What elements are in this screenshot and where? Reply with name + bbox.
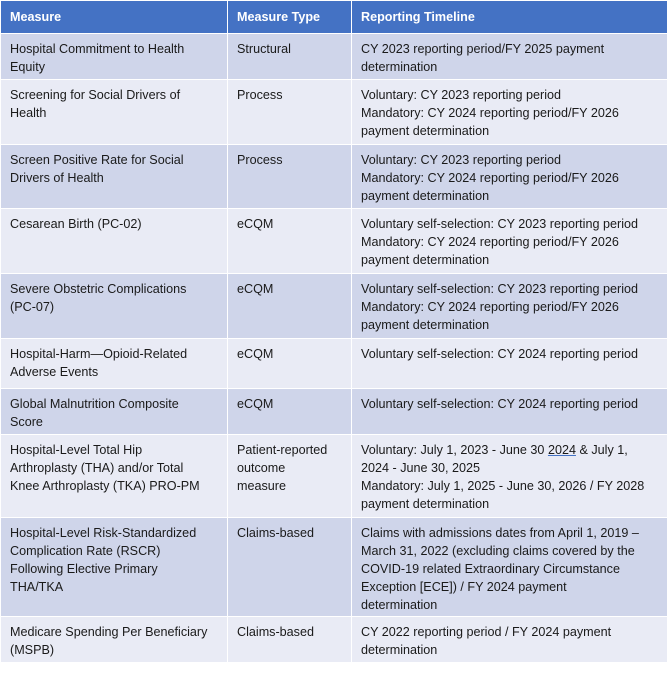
cell-line: Mandatory: CY 2024 reporting period/FY 2026 <box>361 235 619 249</box>
measure-type-cell <box>228 145 352 209</box>
measure-cell <box>1 274 228 339</box>
table-row <box>1 617 668 663</box>
measure-cell <box>1 518 228 617</box>
cell-line: Process <box>237 153 283 167</box>
cell-line: COVID-19 related Extraordinary Circumstance <box>361 562 620 576</box>
timeline-text: & July 1, <box>575 443 628 457</box>
cell-line: March 31, 2022 (excluding claims covered by the <box>361 544 635 558</box>
cell-line: eCQM <box>237 282 274 296</box>
measure-cell <box>1 435 228 518</box>
measure-cell <box>1 145 228 209</box>
reporting-timeline-cell <box>352 34 668 80</box>
cell-line: CY 2022 reporting period / FY 2024 payment <box>361 625 612 639</box>
cell-line: (PC-07) <box>10 300 55 314</box>
cell-line: Hospital-Level Total Hip <box>10 443 143 457</box>
cell-line: Screen Positive Rate for Social <box>10 153 184 167</box>
table-row <box>1 80 668 145</box>
measure-type-cell <box>228 339 352 389</box>
measure-type-cell <box>228 518 352 617</box>
cell-line: Process <box>237 88 283 102</box>
reporting-timeline-cell <box>352 145 668 209</box>
reporting-timeline-cell <box>352 435 668 518</box>
header-row <box>1 1 668 34</box>
measure-type-cell <box>228 389 352 435</box>
cell-line: Voluntary self-selection: CY 2024 reporting period <box>361 347 638 361</box>
cell-line: determination <box>361 598 438 612</box>
cell-line: outcome <box>237 461 286 475</box>
cell-line: CY 2023 reporting period/FY 2025 payment <box>361 42 605 56</box>
measure-cell <box>1 209 228 274</box>
measure-type-cell <box>228 80 352 145</box>
measure-type-cell <box>228 435 352 518</box>
cell-line: Exception [ECE]) / FY 2024 payment <box>361 580 567 594</box>
timeline-text: Voluntary: July 1, 2023 - June 30 <box>361 443 548 457</box>
cell-line: payment determination <box>361 189 490 203</box>
measure-cell <box>1 34 228 80</box>
cell-line: Knee Arthroplasty (TKA) PRO-PM <box>10 479 200 493</box>
cell-line: Cesarean Birth (PC-02) <box>10 217 142 231</box>
measure-type-cell <box>228 34 352 80</box>
table-row <box>1 209 668 274</box>
measure-cell <box>1 80 228 145</box>
cell-line: Mandatory: July 1, 2025 - June 30, 2026 / FY 2028 <box>361 479 645 493</box>
cell-line: Severe Obstetric Complications <box>10 282 187 296</box>
cell-line: Screening for Social Drivers of <box>10 88 181 102</box>
cell-line: Structural <box>237 42 291 56</box>
cell-line: Voluntary self-selection: CY 2023 reporting period <box>361 217 638 231</box>
cell-line: Claims with admissions dates from April 1, 2019 – <box>361 526 639 540</box>
cell-line: Mandatory: CY 2024 reporting period/FY 2026 <box>361 300 619 314</box>
measure-cell <box>1 617 228 663</box>
table-row <box>1 435 668 518</box>
header-measure-type: Measure Type <box>228 1 352 34</box>
cell-line: determination <box>361 60 438 74</box>
cell-line: Hospital-Harm—Opioid-Related <box>10 347 188 361</box>
cell-line <box>361 441 658 459</box>
table-row <box>1 339 668 389</box>
cell-line: Adverse Events <box>10 365 99 379</box>
reporting-timeline-cell <box>352 274 668 339</box>
cell-line: (MSPB) <box>10 643 55 657</box>
reporting-timeline-cell <box>352 617 668 663</box>
reporting-timeline-cell <box>352 339 668 389</box>
reporting-timeline-cell <box>352 209 668 274</box>
cell-line: eCQM <box>237 347 274 361</box>
cell-line: Complication Rate (RSCR) <box>10 544 161 558</box>
measure-type-cell <box>228 617 352 663</box>
cell-line: THA/TKA <box>10 580 64 594</box>
cell-line: Claims-based <box>237 526 314 540</box>
cell-line: eCQM <box>237 397 274 411</box>
cell-line: payment determination <box>361 253 490 267</box>
cell-line: Health <box>10 106 47 120</box>
cell-line: Patient-reported <box>237 443 328 457</box>
measure-type-cell <box>228 274 352 339</box>
cell-line: Claims-based <box>237 625 314 639</box>
table-row <box>1 274 668 339</box>
reporting-timeline-cell <box>352 389 668 435</box>
cell-line: Global Malnutrition Composite <box>10 397 179 411</box>
cell-line: Following Elective Primary <box>10 562 158 576</box>
cell-line: eCQM <box>237 217 274 231</box>
cell-line: 2024 - June 30, 2025 <box>361 461 481 475</box>
cell-line: Drivers of Health <box>10 171 104 185</box>
reporting-timeline-cell <box>352 518 668 617</box>
cell-line: Mandatory: CY 2024 reporting period/FY 2026 <box>361 106 619 120</box>
measure-cell <box>1 339 228 389</box>
cell-line: Voluntary self-selection: CY 2023 reporting period <box>361 282 638 296</box>
table-row <box>1 389 668 435</box>
cell-line: Mandatory: CY 2024 reporting period/FY 2026 <box>361 171 619 185</box>
cell-line: payment determination <box>361 318 490 332</box>
header-measure: Measure <box>1 1 228 34</box>
cell-line: payment determination <box>361 124 490 138</box>
cell-line: Score <box>10 415 43 429</box>
cell-line: Hospital-Level Risk-Standardized <box>10 526 197 540</box>
table-row <box>1 34 668 80</box>
cell-line: Arthroplasty (THA) and/or Total <box>10 461 184 475</box>
cell-line: Hospital Commitment to Health <box>10 42 185 56</box>
cell-line: payment determination <box>361 497 490 511</box>
table-row <box>1 518 668 617</box>
cell-line: Voluntary: CY 2023 reporting period <box>361 153 561 167</box>
measure-type-cell <box>228 209 352 274</box>
table-row <box>1 145 668 209</box>
measure-cell <box>1 389 228 435</box>
cell-line: Equity <box>10 60 46 74</box>
cell-line: Medicare Spending Per Beneficiary <box>10 625 208 639</box>
cell-line: determination <box>361 643 438 657</box>
cell-line: Voluntary self-selection: CY 2024 reporting period <box>361 397 638 411</box>
cell-line: measure <box>237 479 286 493</box>
header-reporting-timeline: Reporting Timeline <box>352 1 668 34</box>
cell-line: Voluntary: CY 2023 reporting period <box>361 88 561 102</box>
reporting-timeline-cell <box>352 80 668 145</box>
underlined-year: 2024 <box>547 443 576 457</box>
